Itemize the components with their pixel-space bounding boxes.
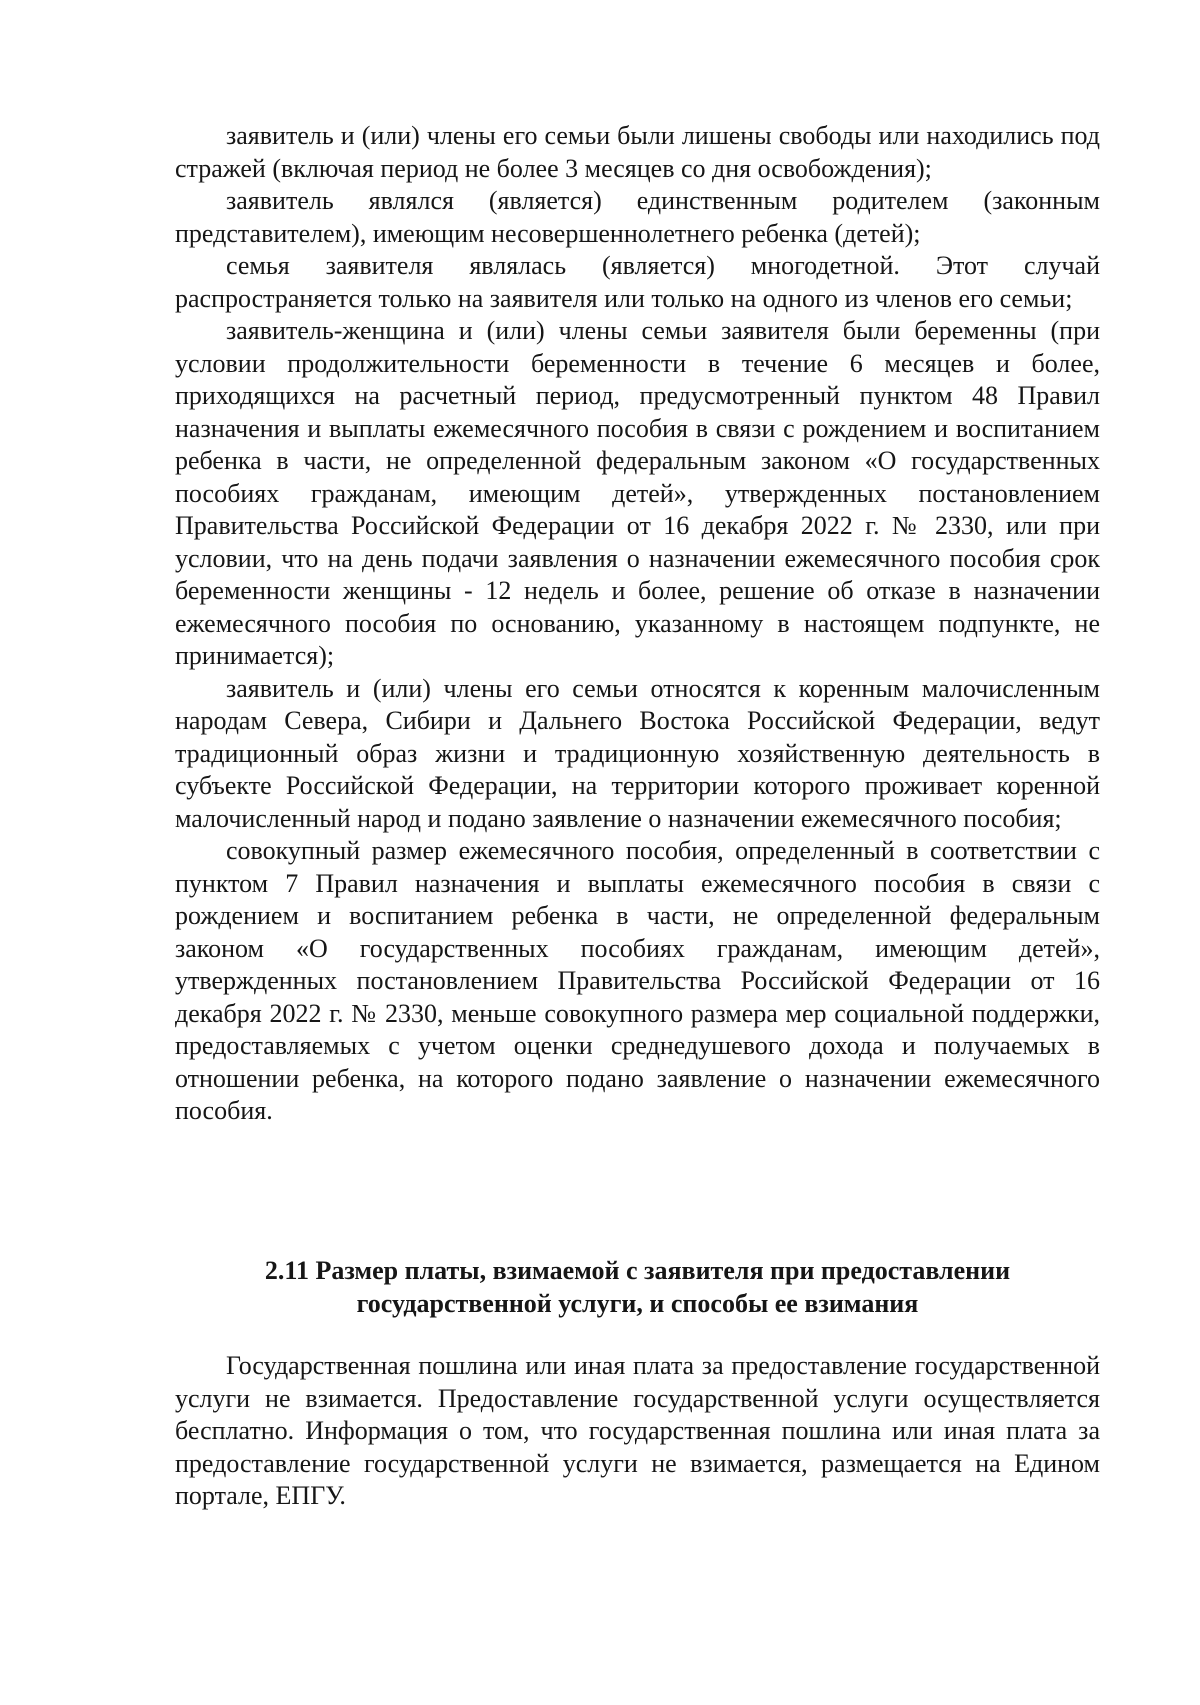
paragraph-total-allowance: совокупный размер ежемесячного пособия, определенный в соответствии с пунктом 7 Правил назначения и выплаты ежемесячного пособия в связи с рождением и воспитанием ребенка в части, не определенной федеральным законом «О государственных пособиях гражданам, имеющим детей», утвержденных постановлением Правительства Российской Федерации от 16 декабря 2022 г. № 2330, меньше совокупного размера мер социальной поддержки, предоставляемых с учетом оценки среднедушевого дохода и получаемых в отношении ребенка, на которого подано заявление о назначении ежемесячного пособия. xyxy=(175,836,1100,1125)
section-heading-line-1: 2.11 Размер платы, взимаемой с заявителя при предоставлении xyxy=(264,1256,1011,1285)
paragraph-indigenous-peoples: заявитель и (или) члены его семьи относятся к коренным малочисленным народам Севера, Сибири и Дальнего Востока Российской Федерации, ведут традиционный образ жизни и традиционную хозяйственную деятельность в субъекте Российской Федерации, на территории которого проживает коренной малочисленный народ и подано заявление о назначении ежемесячного пособия; xyxy=(175,673,1100,833)
paragraph-single-parent: заявитель являлся (является) единственным родителем (законным представителем), имеющим несовершеннолетнего ребенка (детей); xyxy=(175,186,1100,248)
paragraph-deprivation-of-liberty: заявитель и (или) члены его семьи были лишены свободы или находились под стражей (включая период не более 3 месяцев со дня освобождения); xyxy=(175,121,1100,183)
fee-section xyxy=(175,1350,1100,1513)
paragraph-pregnancy: заявитель-женщина и (или) члены семьи заявителя были беременны (при условии продолжительности беременности в течение 6 месяцев и более, приходящихся на расчетный период, предусмотренный пунктом 48 Правил назначения и выплаты ежемесячного пособия в связи с рождением и воспитанием ребенка в части, не определенной федеральным законом «О государственных пособиях гражданам, имеющим детей», утвержденных постановлением Правительства Российской Федерации от 16 декабря 2022 г. № 2330, или при условии, что на день подачи заявления о назначении ежемесячного пособия срок беременности женщины - 12 недель и более, решение об отказе в назначении ежемесячного пособия по основанию, указанному в настоящем подпункте, не принимается); xyxy=(175,316,1100,670)
conditions-list xyxy=(175,120,1100,1128)
paragraph-large-family: семья заявителя являлась (является) многодетной. Этот случай распространяется только на заявителя или только на одного из членов его семьи; xyxy=(175,251,1100,313)
section-heading xyxy=(175,1254,1100,1320)
paragraph-state-fee: Государственная пошлина или иная плата за предоставление государственной услуги не взимается. Предоставление государственной услуги осуществляется бесплатно. Информация о том, что государственная пошлина или иная плата за предоставление государственной услуги не взимается, размещается на Едином портале, ЕПГУ. xyxy=(175,1351,1100,1510)
section-heading-line-2: государственной услуги, и способы ее взимания xyxy=(356,1289,919,1318)
